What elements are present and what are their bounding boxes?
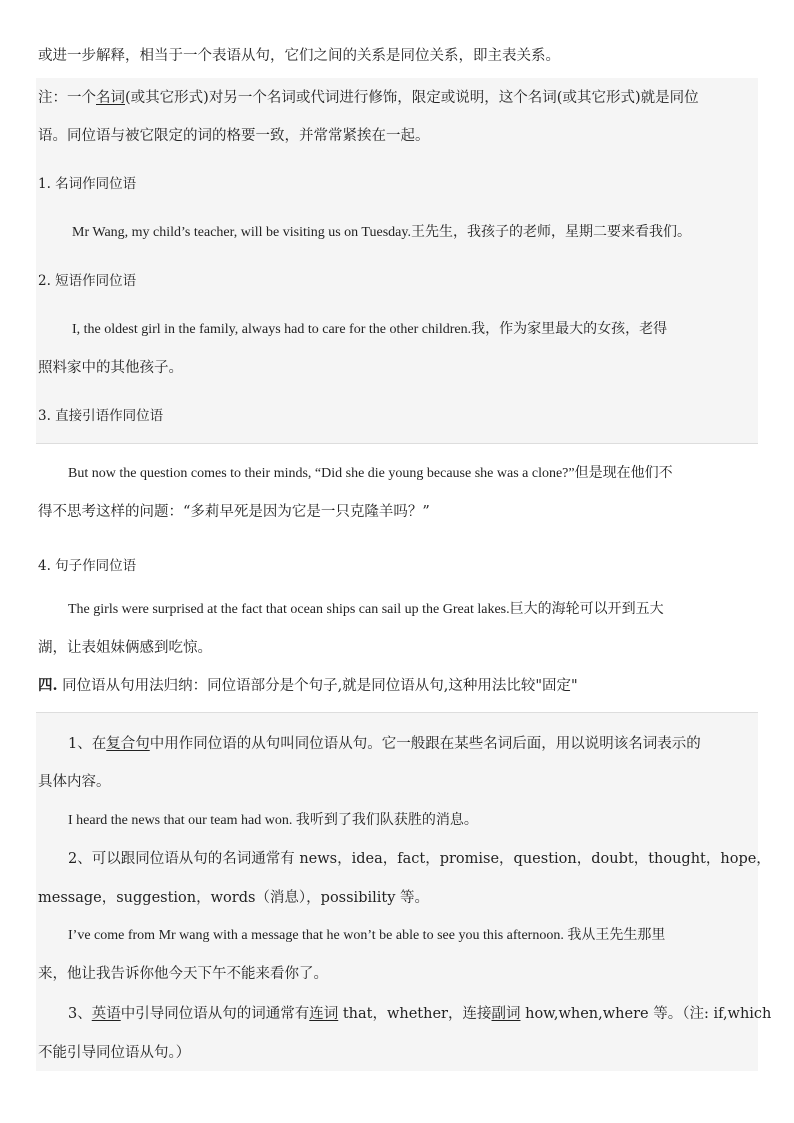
example-line: Mr Wang, my child’s teacher, will be visiting us on Tuesday.王先生，我孩子的老师，星期二要来看我们。 xyxy=(72,225,691,240)
text-span: 3、 xyxy=(68,1006,92,1022)
link-compound-sentence[interactable]: 复合句 xyxy=(106,736,150,752)
paragraph-line: 具体内容。 xyxy=(38,774,111,790)
section-four-heading xyxy=(38,676,578,696)
section-number: 四. xyxy=(38,677,58,694)
text-span: 中引导同位语从句的词通常有 xyxy=(120,1006,310,1022)
example-line: I, the oldest girl in the family, always had to care for the other children.我，作为家里最大的女孩，老得 xyxy=(72,322,668,337)
text-line: 或进一步解释，相当于一个表语从句，它们之间的关系是同位关系，即主表关系。 xyxy=(38,48,560,64)
section-heading: 1. 名词作同位语 xyxy=(38,176,137,192)
text-line: 语。同位语与被它限定的词的格要一致，并常常紧挨在一起。 xyxy=(38,128,430,144)
example-line: I heard the news that our team had won. 我听到了我们队获胜的消息。 xyxy=(68,813,478,828)
section-heading: 2. 短语作同位语 xyxy=(38,273,137,289)
text-span: 注：一个 xyxy=(38,90,96,106)
text-span: (或其它形式)对另一个名词或代词进行修饰，限定或说明，这个名词(或其它形式)就是同位 xyxy=(125,90,699,106)
text-span: 1、在 xyxy=(68,736,107,752)
link-noun[interactable]: 名词 xyxy=(96,90,125,106)
section-heading: 3. 直接引语作同位语 xyxy=(38,408,164,424)
divider-line xyxy=(36,443,758,444)
section-heading: 4. 句子作同位语 xyxy=(38,558,137,574)
example-line: 得不思考这样的问题：“多莉早死是因为它是一只克隆羊吗？” xyxy=(38,504,430,520)
link-english[interactable]: 英语 xyxy=(91,1006,121,1022)
example-line: The girls were surprised at the fact that ocean ships can sail up the Great lakes.巨大的海轮可以开到五大 xyxy=(68,602,664,617)
paragraph-line: 不能引导同位语从句。） xyxy=(38,1045,191,1061)
example-line: 湖，让表姐妹俩感到吃惊。 xyxy=(38,640,212,656)
text-span: how,when,where 等。（注: if,which xyxy=(520,1006,772,1022)
example-line: 来，他让我告诉你他今天下午不能来看你了。 xyxy=(38,966,328,982)
text-span: 中用作同位语的从句叫同位语从句。它一般跟在某些名词后面，用以说明该名词表示的 xyxy=(149,736,701,752)
paragraph-line xyxy=(68,734,701,754)
paragraph-line: message，suggestion，words（消息），possibility 等。 xyxy=(38,890,430,906)
divider-line xyxy=(36,712,758,713)
section-title: 同位语从句用法归纳：同位语部分是个句子,就是同位语从句,这种用法比较"固定" xyxy=(57,678,578,694)
example-line: But now the question comes to their minds, “Did she die young because she was a clone?”但是现在他们不 xyxy=(68,466,673,481)
link-conjunction[interactable]: 连词 xyxy=(309,1006,339,1022)
link-adverb[interactable]: 副词 xyxy=(491,1006,521,1022)
paragraph-line xyxy=(68,1004,771,1024)
example-line: I’ve come from Mr wang with a message that he won’t be able to see you this afternoon. 我从王先生那里 xyxy=(68,928,666,943)
paragraph-line: 2、可以跟同位语从句的名词通常有 news，idea，fact，promise，question，doubt，thought，hope， xyxy=(68,851,771,867)
example-line: 照料家中的其他孩子。 xyxy=(38,360,183,376)
text-span: that，whether，连接 xyxy=(338,1006,492,1022)
note-line xyxy=(38,88,699,108)
